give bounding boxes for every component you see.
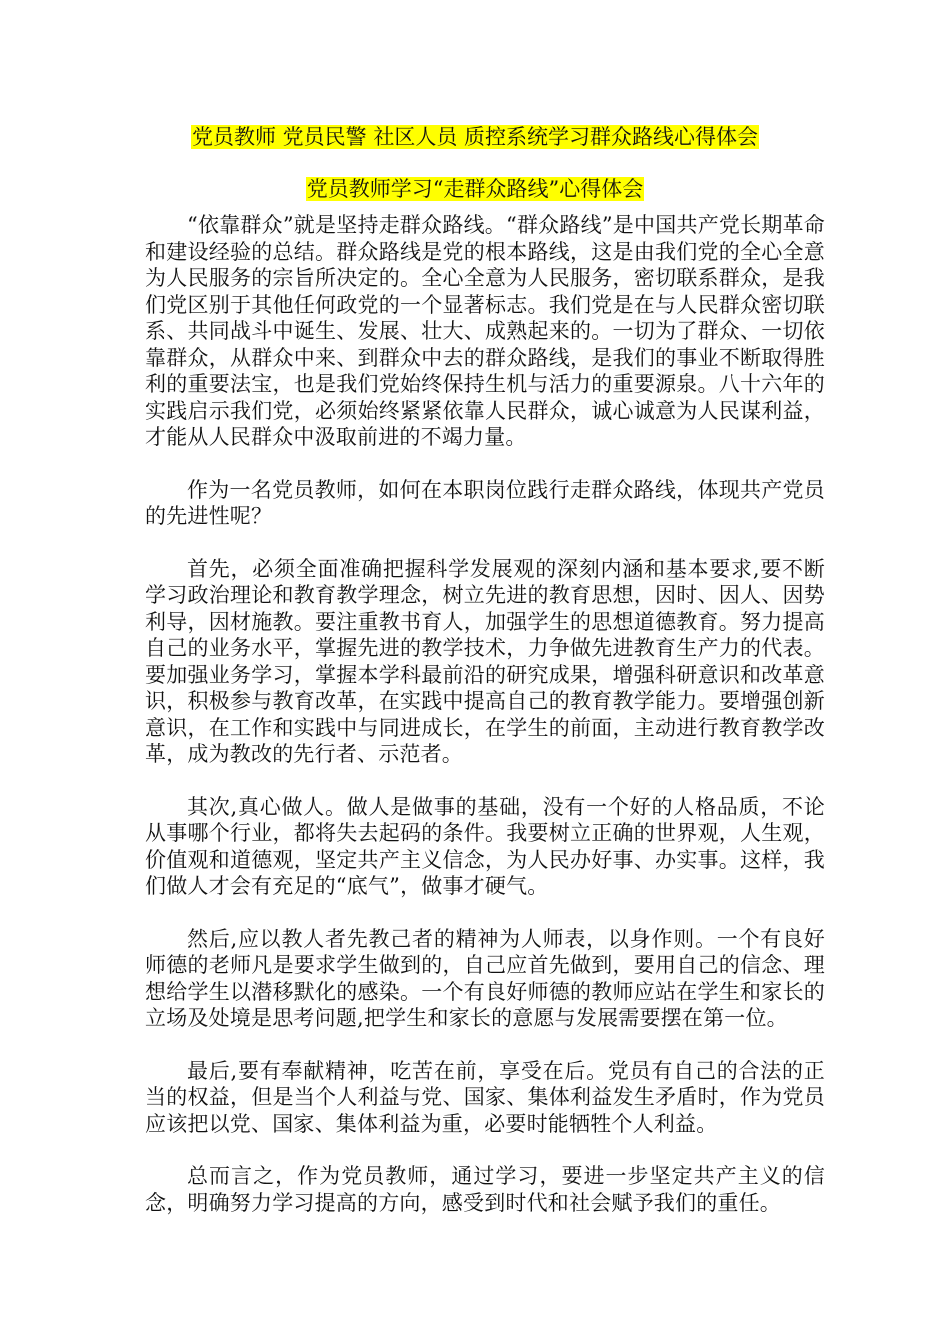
- paragraph-conclusion: 总而言之，作为党员教师，通过学习，要进一步坚定共产主义的信念，明确努力学习提高的方向，感受到时代和社会赋予我们的重任。: [145, 1164, 825, 1215]
- document-title-text: 党员教师 党员民警 社区人员 质控系统学习群众路线心得体会: [191, 125, 759, 149]
- document-title: [0, 122, 950, 152]
- paragraph-then: 然后,应以教人者先教己者的精神为人师表，以身作则。一个有良好师德的老师凡是要求学生做到的，自己应首先做到，要用自己的信念、理想给学生以潜移默化的感染。一个有良好师德的教师应站在学生和家长的立场及处境是思考问题,把学生和家长的意愿与发展需要摆在第一位。: [145, 926, 825, 1030]
- paragraph-intro: “依靠群众”就是坚持走群众路线。“群众路线”是中国共产党长期革命和建设经验的总结。群众路线是党的根本路线，这是由我们党的全心全意为人民服务的宗旨所决定的。全心全意为人民服务，密切联系群众，是我们党区别于其他任何政党的一个显著标志。我们党是在与人民群众密切联系、共同战斗中诞生、发展、壮大、成熟起来的。一切为了群众、一切依靠群众，从群众中来、到群众中去的群众路线，是我们的事业不断取得胜利的重要法宝，也是我们党始终保持生机与活力的重要源泉。八十六年的实践启示我们党，必须始终紧紧依靠人民群众，诚心诚意为人民谋利益，才能从人民群众中汲取前进的不竭力量。: [145, 213, 825, 449]
- document-subtitle: [0, 174, 950, 204]
- document-subtitle-text: 党员教师学习“走群众路线”心得体会: [306, 177, 644, 201]
- paragraph-last: 最后,要有奉献精神，吃苦在前，享受在后。党员有自己的合法的正当的权益，但是当个人利益与党、国家、集体利益发生矛盾时，作为党员应该把以党、国家、集体利益为重，必要时能牺牲个人利益。: [145, 1058, 825, 1136]
- document-body: [145, 212, 825, 1242]
- paragraph-first: 首先，必须全面准确把握科学发展观的深刻内涵和基本要求,要不断学习政治理论和教育教学理念，树立先进的教育思想，因时、因人、因势利导，因材施教。要注重教书育人，加强学生的思想道德教育。努力提高自己的业务水平，掌握先进的教学技术，力争做先进教育生产力的代表。要加强业务学习，掌握本学科最前沿的研究成果，增强科研意识和改革意识，积极参与教育改革，在实践中提高自己的教育教学能力。要增强创新意识，在工作和实践中与同进成长，在学生的前面，主动进行教育教学改革，成为教改的先行者、示范者。: [145, 556, 825, 766]
- paragraph-second: 其次,真心做人。做人是做事的基础，没有一个好的人格品质，不论从事哪个行业，都将失去起码的条件。我要树立正确的世界观，人生观，价值观和道德观，坚定共产主义信念，为人民办好事、办实事。这样，我们做人才会有充足的“底气”，做事才硬气。: [145, 794, 825, 898]
- paragraph-question: 作为一名党员教师，如何在本职岗位践行走群众路线，体现共产党员的先进性呢？: [145, 477, 825, 528]
